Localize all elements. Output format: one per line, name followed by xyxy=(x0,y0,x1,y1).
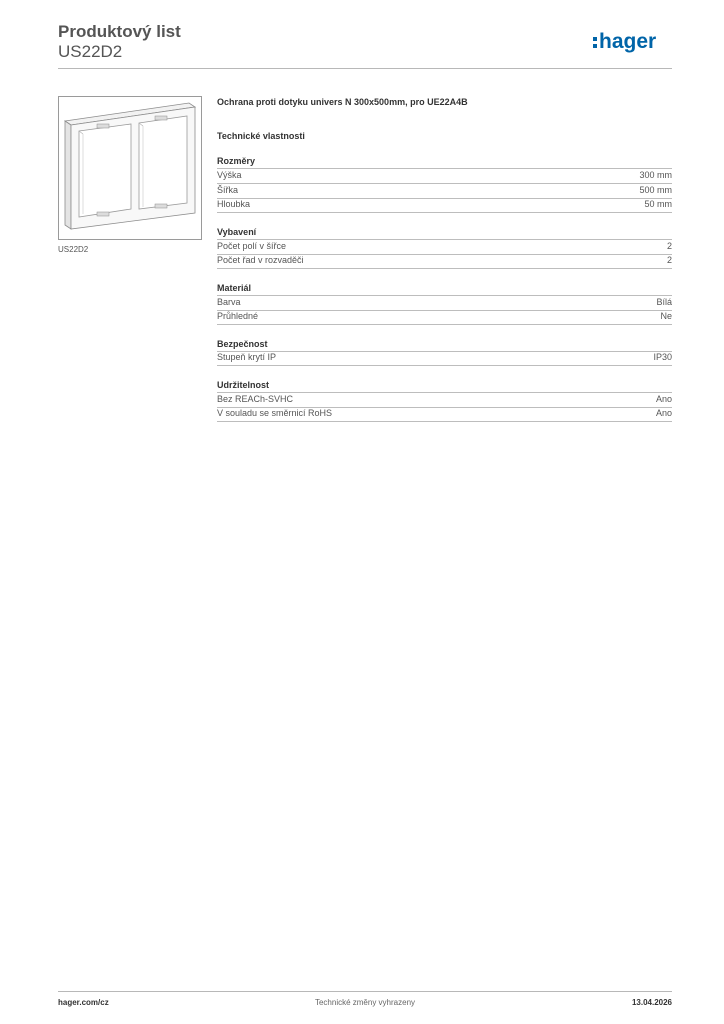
footer-divider xyxy=(58,991,672,992)
footer-notice: Technické změny vyhrazeny xyxy=(314,998,416,1007)
spec-value: 50 mm xyxy=(644,199,672,209)
spec-label: Počet řad v rozvaděči xyxy=(217,255,304,265)
spec-group-title: Rozměry xyxy=(217,156,256,166)
product-description: Ochrana proti dotyku univers N 300x500mm, pro UE22A4B xyxy=(217,97,468,107)
hager-logo xyxy=(592,26,672,56)
footer-date: 13.04.2026 xyxy=(631,998,672,1007)
spec-row xyxy=(217,351,672,366)
spec-value: 2 xyxy=(666,255,672,265)
spec-group-title: Udržitelnost xyxy=(217,380,270,390)
spec-row xyxy=(217,392,672,407)
spec-label: Hloubka xyxy=(217,199,251,209)
spec-row xyxy=(217,183,672,198)
spec-value: 2 xyxy=(666,241,672,251)
image-caption: US22D2 xyxy=(58,245,89,254)
spec-row xyxy=(217,295,672,310)
spec-value: 300 mm xyxy=(639,170,672,180)
spec-label: V souladu se směrnicí RoHS xyxy=(217,408,333,418)
spec-label: Bez REACh-SVHC xyxy=(217,394,294,404)
spec-value: IP30 xyxy=(653,352,672,362)
spec-value: 500 mm xyxy=(639,185,672,195)
spec-value: Bílá xyxy=(656,297,672,307)
spec-label: Stupeň krytí IP xyxy=(217,352,277,362)
spec-group-title: Bezpečnost xyxy=(217,339,268,349)
tech-heading: Technické vlastnosti xyxy=(217,131,305,141)
footer-site-link[interactable]: hager.com/cz xyxy=(58,998,109,1007)
spec-group-sustainability xyxy=(217,379,672,422)
product-code: US22D2 xyxy=(58,42,123,61)
spec-label: Barva xyxy=(217,297,241,307)
spec-value: Ne xyxy=(660,311,672,321)
spec-row xyxy=(217,407,672,422)
spec-label: Výška xyxy=(217,170,242,180)
product-image xyxy=(58,96,202,240)
product-details xyxy=(217,96,672,422)
page-title: Produktový list xyxy=(58,22,181,41)
page-footer xyxy=(58,998,672,1010)
spec-row xyxy=(217,254,672,269)
spec-group-title: Vybavení xyxy=(217,227,257,237)
spec-group-dimensions xyxy=(217,155,672,213)
spec-label: Počet polí v šířce xyxy=(217,241,287,251)
spec-row xyxy=(217,239,672,254)
spec-label: Šířka xyxy=(217,185,239,195)
spec-row xyxy=(217,198,672,213)
page-header xyxy=(58,20,672,68)
frame-product-icon xyxy=(59,97,201,239)
spec-group-material xyxy=(217,282,672,325)
spec-value: Ano xyxy=(655,394,672,404)
spec-label: Průhledné xyxy=(217,311,259,321)
logo-text: hager xyxy=(599,30,657,53)
spec-row xyxy=(217,168,672,183)
header-divider xyxy=(58,68,672,69)
spec-value: Ano xyxy=(655,408,672,418)
spec-group-title: Materiál xyxy=(217,283,252,293)
spec-group-safety xyxy=(217,338,672,366)
spec-group-equipment xyxy=(217,226,672,269)
spec-row xyxy=(217,310,672,325)
